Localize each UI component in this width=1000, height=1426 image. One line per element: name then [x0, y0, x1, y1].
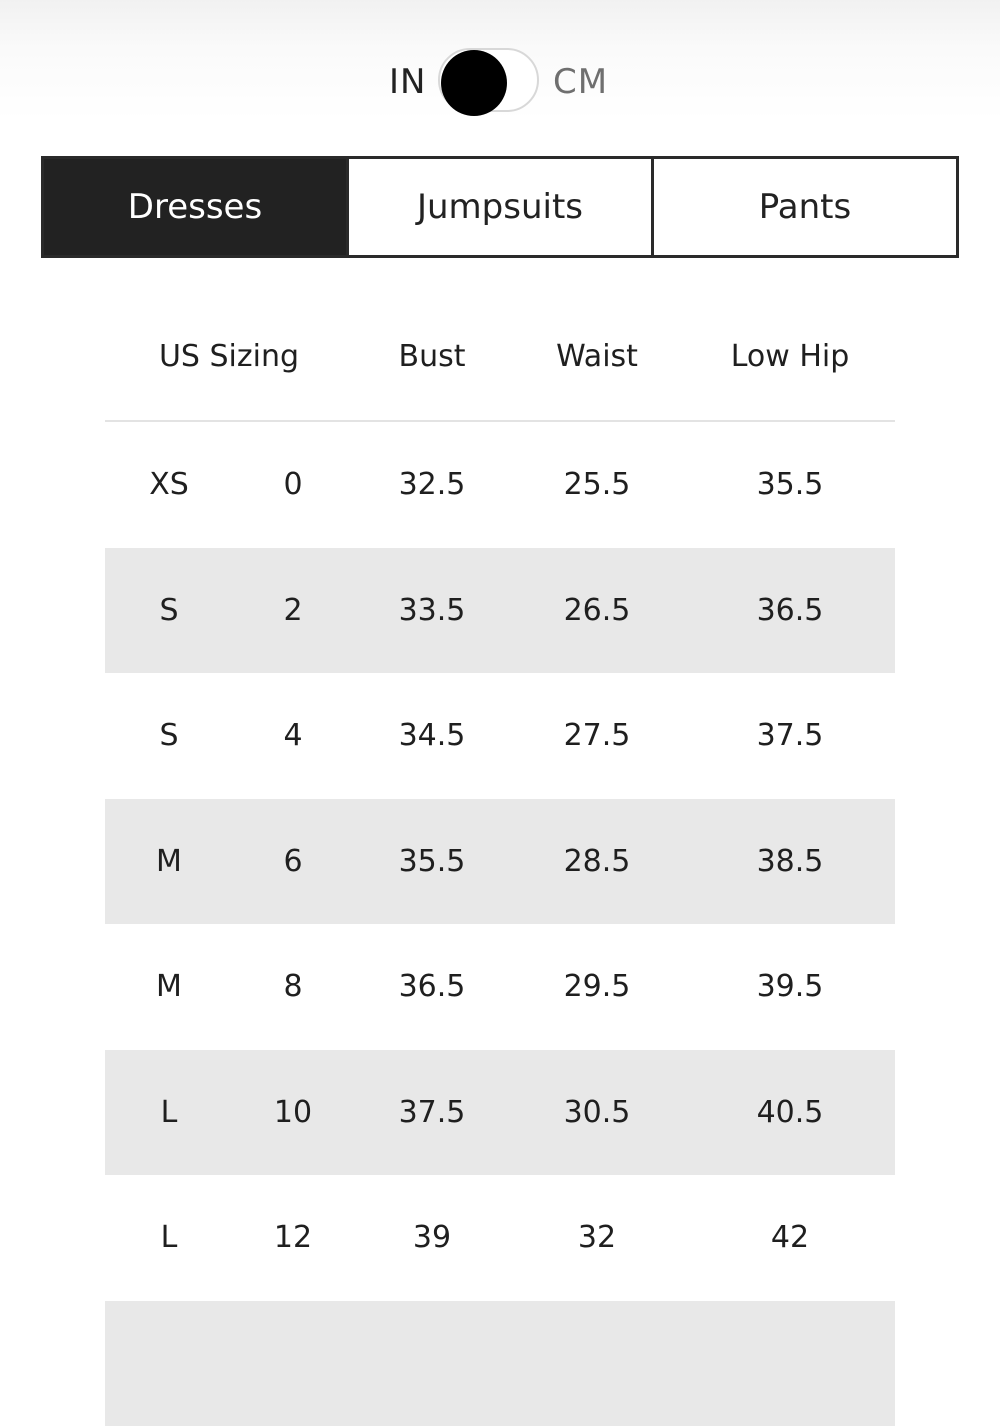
- waist-value: [547, 1301, 647, 1426]
- tab-dresses[interactable]: Dresses: [44, 159, 346, 255]
- low-hip-value: 36.5: [720, 548, 860, 674]
- table-row: [105, 1050, 895, 1176]
- table-row: [105, 799, 895, 925]
- header-bust: Bust: [382, 294, 482, 418]
- header-us-sizing: US Sizing: [129, 294, 329, 418]
- table-row: [105, 1175, 895, 1301]
- size-number: 12: [243, 1175, 343, 1301]
- size-letter: S: [119, 548, 219, 674]
- unit-switch-knob[interactable]: [441, 50, 507, 116]
- table-row: [105, 1301, 895, 1426]
- low-hip-value: 35.5: [720, 422, 860, 548]
- waist-value: 26.5: [547, 548, 647, 674]
- table-row: [105, 924, 895, 1050]
- size-number: 8: [243, 924, 343, 1050]
- size-letter: XS: [119, 422, 219, 548]
- low-hip-value: 38.5: [720, 799, 860, 925]
- size-letter: [119, 1301, 219, 1426]
- tab-jumpsuits[interactable]: Jumpsuits: [346, 159, 651, 255]
- waist-value: 28.5: [547, 799, 647, 925]
- size-letter: L: [119, 1175, 219, 1301]
- bust-value: 37.5: [382, 1050, 482, 1176]
- category-tabs: [41, 156, 959, 258]
- tab-pants[interactable]: Pants: [651, 159, 956, 255]
- waist-value: 27.5: [547, 673, 647, 799]
- size-letter: M: [119, 799, 219, 925]
- size-number: 2: [243, 548, 343, 674]
- waist-value: 30.5: [547, 1050, 647, 1176]
- bust-value: [382, 1301, 482, 1426]
- size-number: 4: [243, 673, 343, 799]
- size-number: 0: [243, 422, 343, 548]
- bust-value: 33.5: [382, 548, 482, 674]
- table-row: [105, 548, 895, 674]
- low-hip-value: 42: [720, 1175, 860, 1301]
- unit-toggle[interactable]: [0, 48, 1000, 116]
- unit-label-cm[interactable]: CM: [553, 62, 608, 102]
- size-letter: S: [119, 673, 219, 799]
- bust-value: 34.5: [382, 673, 482, 799]
- low-hip-value: 40.5: [720, 1050, 860, 1176]
- low-hip-value: 39.5: [720, 924, 860, 1050]
- low-hip-value: 37.5: [720, 673, 860, 799]
- header-waist: Waist: [547, 294, 647, 418]
- size-letter: M: [119, 924, 219, 1050]
- table-row: [105, 673, 895, 799]
- bust-value: 36.5: [382, 924, 482, 1050]
- size-number: 10: [243, 1050, 343, 1176]
- size-chart-table: [105, 296, 895, 1426]
- table-header: [105, 296, 895, 422]
- bust-value: 39: [382, 1175, 482, 1301]
- bust-value: 32.5: [382, 422, 482, 548]
- waist-value: 25.5: [547, 422, 647, 548]
- waist-value: 29.5: [547, 924, 647, 1050]
- size-number: 6: [243, 799, 343, 925]
- header-low-hip: Low Hip: [720, 294, 860, 418]
- size-letter: L: [119, 1050, 219, 1176]
- low-hip-value: [720, 1301, 860, 1426]
- table-row: [105, 422, 895, 548]
- unit-label-in[interactable]: IN: [389, 62, 426, 102]
- size-number: [243, 1301, 343, 1426]
- waist-value: 32: [547, 1175, 647, 1301]
- bust-value: 35.5: [382, 799, 482, 925]
